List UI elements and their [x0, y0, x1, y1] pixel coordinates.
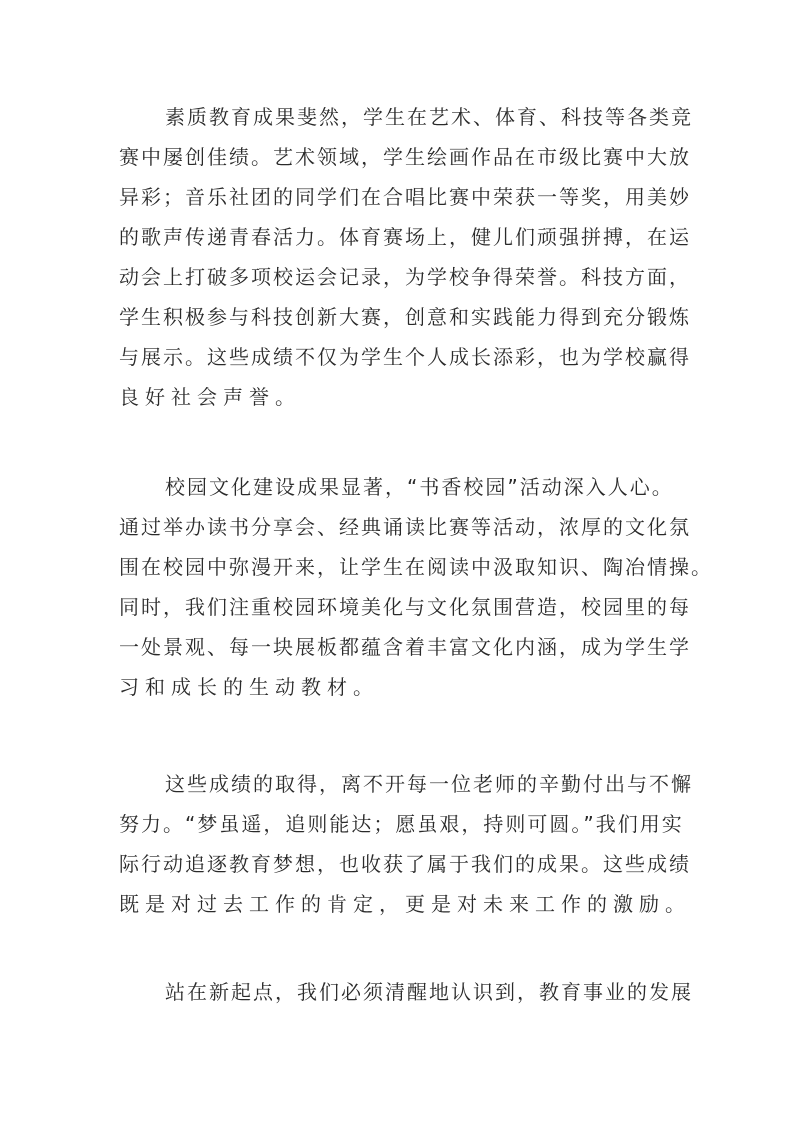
- paragraph-teacher-efforts: [119, 764, 693, 924]
- text-line: 努力。“梦虽遥，追则能达；愿虽艰，持则可圆。”我们用实: [119, 812, 684, 836]
- text-line: 赛中屡创佳绩。艺术领域，学生绘画作品在市级比赛中大放: [119, 145, 691, 169]
- text-line: 站在新起点，我们必须清醒地认识到，教育事业的发展: [165, 980, 693, 1004]
- text-line: 的歌声传递青春活力。体育赛场上，健儿们顽强拼搏，在运: [119, 225, 691, 249]
- text-line: 同时，我们注重校园环境美化与文化氛围营造，校园里的每: [119, 595, 691, 619]
- text-line: 学生积极参与科技创新大赛，创意和实践能力得到充分锻炼: [119, 305, 691, 329]
- text-line: 与展示。这些成绩不仅为学生个人成长添彩，也为学校赢得: [119, 345, 691, 369]
- text-line: 际行动追逐教育梦想，也收获了属于我们的成果。这些成绩: [119, 852, 691, 876]
- text-line: 动会上打破多项校运会记录，为学校争得荣誉。科技方面，: [119, 265, 691, 289]
- paragraph-campus-culture: [119, 467, 713, 707]
- text-line: 良好社会声誉。: [119, 385, 301, 409]
- paragraph-arts-achievements: [119, 97, 693, 417]
- text-line: 通过举办读书分享会、经典诵读比赛等活动，浓厚的文化氛: [119, 515, 691, 539]
- text-line: 既是对过去工作的肯定，更是对未来工作的激励。: [119, 892, 691, 916]
- text-line: 一处景观、每一块展板都蕴含着丰富文化内涵，成为学生学: [119, 635, 691, 659]
- text-line: 围在校园中弥漫开来，让学生在阅读中汲取知识、陶冶情操。: [119, 555, 713, 579]
- text-line: 校园文化建设成果显著，“书香校园”活动深入人心。: [165, 475, 674, 499]
- text-line: 异彩；音乐社团的同学们在合唱比赛中荣获一等奖，用美妙: [119, 185, 691, 209]
- text-line: 习和成长的生动教材。: [119, 675, 379, 699]
- text-line: 这些成绩的取得，离不开每一位老师的辛勤付出与不懈: [165, 772, 693, 796]
- paragraph-new-starting-point: [119, 972, 693, 1012]
- text-line: 素质教育成果斐然，学生在艺术、体育、科技等各类竞: [165, 105, 693, 129]
